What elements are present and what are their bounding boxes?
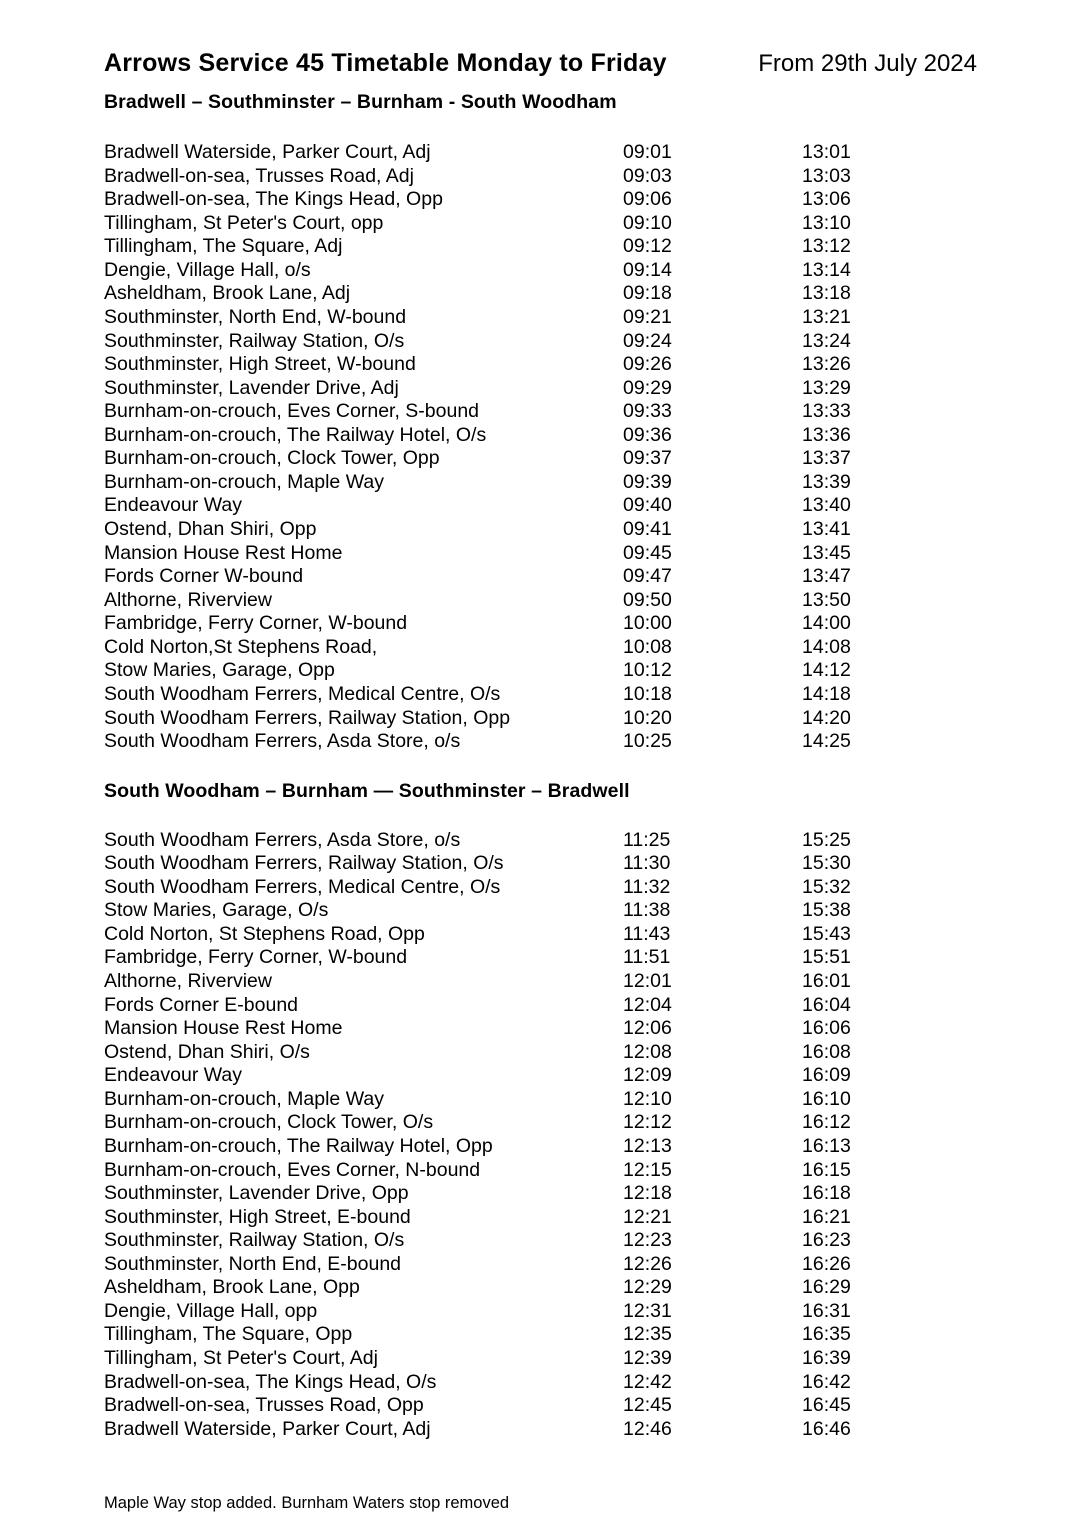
stop-name: Burnham-on-crouch, The Railway Hotel, Opp [104, 1134, 493, 1157]
departure-time-1: 12:08 [623, 1040, 672, 1063]
timetable-row [104, 1347, 977, 1371]
stop-name: South Woodham Ferrers, Railway Station, Opp [104, 706, 511, 729]
departure-time-2: 16:42 [802, 1370, 851, 1393]
departure-time-1: 09:24 [623, 329, 672, 352]
departure-time-1: 12:29 [623, 1276, 672, 1299]
departure-time-2: 13:03 [802, 164, 851, 187]
stop-name: Ostend, Dhan Shiri, O/s [104, 1040, 310, 1063]
departure-time-1: 09:14 [623, 258, 672, 281]
timetable-row [104, 994, 977, 1018]
departure-time-1: 12:10 [623, 1087, 672, 1110]
departure-time-1: 11:30 [623, 852, 671, 875]
timetable-row [104, 447, 977, 471]
departure-time-1: 12:15 [623, 1158, 672, 1181]
timetable-row [104, 636, 977, 660]
stop-name: Asheldham, Brook Lane, Opp [104, 1276, 360, 1299]
departure-time-2: 15:30 [802, 852, 851, 875]
timetable-row [104, 1418, 977, 1442]
stop-name: Bradwell-on-sea, The Kings Head, Opp [104, 188, 443, 211]
departure-time-2: 13:50 [802, 588, 851, 611]
timetable-row [104, 330, 977, 354]
departure-time-1: 10:20 [623, 706, 672, 729]
departure-time-2: 14:00 [802, 612, 851, 635]
timetable-row [104, 165, 977, 189]
departure-time-2: 16:10 [802, 1087, 851, 1110]
departure-time-2: 16:01 [802, 970, 851, 992]
timetable-row [104, 876, 977, 900]
departure-time-2: 13:47 [802, 565, 851, 588]
timetable-row [104, 1323, 977, 1347]
departure-time-1: 12:39 [623, 1347, 672, 1369]
timetable-row [104, 1135, 977, 1159]
departure-time-2: 16:35 [802, 1323, 851, 1346]
departure-time-1: 12:45 [623, 1394, 672, 1417]
stop-name: South Woodham Ferrers, Railway Station, O/s [104, 852, 504, 875]
departure-time-2: 13:18 [802, 282, 851, 305]
stop-name: Burnham-on-crouch, The Railway Hotel, O/s [104, 423, 487, 446]
departure-time-2: 13:33 [802, 400, 851, 423]
timetable-row [104, 471, 977, 495]
departure-time-1: 10:00 [623, 612, 672, 635]
stop-name: Ostend, Dhan Shiri, Opp [104, 518, 317, 540]
stop-name: Bradwell-on-sea, The Kings Head, O/s [104, 1370, 437, 1393]
stop-name: Southminster, Lavender Drive, Opp [104, 1182, 409, 1205]
stop-name: Fords Corner E-bound [104, 993, 299, 1016]
departure-time-1: 10:18 [623, 682, 672, 705]
departure-time-2: 16:46 [802, 1417, 851, 1440]
departure-time-1: 12:23 [623, 1229, 672, 1252]
stop-name: Tillingham, The Square, Opp [104, 1323, 353, 1346]
departure-time-2: 16:31 [802, 1299, 851, 1322]
stop-name: Fords Corner W-bound [104, 565, 304, 588]
departure-time-2: 15:25 [802, 828, 851, 851]
departure-time-2: 15:43 [802, 922, 851, 945]
stop-name: Tillingham, St Peter's Court, opp [104, 211, 384, 234]
departure-time-2: 13:01 [802, 141, 851, 163]
departure-time-2: 13:40 [802, 494, 851, 517]
stop-name: Cold Norton,St Stephens Road, [104, 635, 378, 658]
departure-time-2: 16:45 [802, 1394, 851, 1417]
stop-name: Fambridge, Ferry Corner, W-bound [104, 946, 408, 969]
departure-time-2: 16:18 [802, 1182, 851, 1205]
timetable-row [104, 1300, 977, 1324]
departure-time-2: 13:10 [802, 211, 851, 234]
departure-time-2: 14:08 [802, 635, 851, 658]
departure-time-1: 09:39 [623, 470, 672, 493]
departure-time-2: 15:51 [802, 946, 851, 969]
departure-time-2: 14:20 [802, 706, 851, 729]
timetable-row [104, 1088, 977, 1112]
timetable-row [104, 923, 977, 947]
departure-time-1: 11:38 [623, 899, 671, 922]
timetable-row [104, 659, 977, 683]
departure-time-1: 12:46 [623, 1417, 672, 1440]
departure-time-2: 13:12 [802, 235, 851, 258]
departure-time-1: 09:12 [623, 235, 672, 258]
timetable-row [104, 1253, 977, 1277]
departure-time-1: 09:40 [623, 494, 672, 517]
departure-time-1: 10:25 [623, 730, 672, 753]
timetable-section-return [104, 829, 977, 1442]
departure-time-1: 12:04 [623, 993, 672, 1016]
stop-name: Stow Maries, Garage, O/s [104, 899, 329, 922]
departure-time-2: 16:13 [802, 1134, 851, 1157]
departure-time-1: 09:41 [623, 518, 672, 540]
departure-time-2: 16:06 [802, 1017, 851, 1040]
stop-name: Bradwell-on-sea, Trusses Road, Adj [104, 164, 414, 187]
timetable-row [104, 212, 977, 236]
timetable-row [104, 1041, 977, 1065]
timetable-row [104, 377, 977, 401]
stop-name: Southminster, Railway Station, O/s [104, 329, 405, 352]
departure-time-1: 09:21 [623, 305, 672, 328]
stop-name: Cold Norton, St Stephens Road, Opp [104, 922, 425, 945]
departure-time-1: 09:47 [623, 565, 672, 588]
timetable-row [104, 612, 977, 636]
timetable-row [104, 259, 977, 283]
section-heading-return: South Woodham – Burnham — Southminster – Bradwell [104, 779, 630, 802]
timetable-row [104, 1017, 977, 1041]
stop-name: Burnham-on-crouch, Clock Tower, O/s [104, 1111, 434, 1134]
stop-name: Bradwell Waterside, Parker Court, Adj [104, 1417, 431, 1440]
timetable-row [104, 306, 977, 330]
timetable-row [104, 899, 977, 923]
stop-name: Althorne, Riverview [104, 588, 272, 611]
timetable-row [104, 494, 977, 518]
stop-name: Burnham-on-crouch, Eves Corner, N-bound [104, 1158, 481, 1181]
stop-name: South Woodham Ferrers, Asda Store, o/s [104, 730, 461, 753]
timetable-row [104, 1276, 977, 1300]
timetable-row [104, 970, 977, 994]
timetable-row [104, 282, 977, 306]
departure-time-2: 14:18 [802, 682, 851, 705]
stop-name: Asheldham, Brook Lane, Adj [104, 282, 351, 305]
timetable-row [104, 1064, 977, 1088]
timetable-row [104, 1371, 977, 1395]
departure-time-1: 11:51 [623, 946, 671, 969]
stop-name: Southminster, North End, W-bound [104, 305, 407, 328]
timetable-row [104, 235, 977, 259]
departure-time-1: 12:21 [623, 1205, 672, 1228]
footer-note: Maple Way stop added. Burnham Waters stop removed [104, 1494, 510, 1512]
stop-name: South Woodham Ferrers, Medical Centre, O/s [104, 875, 501, 898]
stop-name: South Woodham Ferrers, Medical Centre, O/s [104, 682, 501, 705]
departure-time-2: 16:21 [802, 1205, 851, 1228]
departure-time-1: 10:12 [623, 659, 672, 682]
departure-time-2: 13:29 [802, 376, 851, 399]
timetable-row [104, 946, 977, 970]
timetable-row [104, 707, 977, 731]
departure-time-1: 12:01 [623, 970, 672, 992]
timetable-row [104, 1394, 977, 1418]
stop-name: Endeavour Way [104, 1064, 243, 1087]
departure-time-2: 16:26 [802, 1252, 851, 1275]
stop-name: Burnham-on-crouch, Eves Corner, S-bound [104, 400, 480, 423]
timetable-row [104, 589, 977, 613]
departure-time-1: 09:03 [623, 164, 672, 187]
timetable-row [104, 1206, 977, 1230]
timetable-row [104, 542, 977, 566]
departure-time-1: 11:25 [623, 828, 671, 851]
departure-time-1: 09:37 [623, 447, 672, 470]
timetable-row [104, 1182, 977, 1206]
stop-name: Southminster, North End, E-bound [104, 1252, 402, 1275]
stop-name: Burnham-on-crouch, Maple Way [104, 470, 384, 493]
timetable-row [104, 683, 977, 707]
timetable-row [104, 141, 977, 165]
page-header [104, 49, 977, 78]
departure-time-1: 12:35 [623, 1323, 672, 1346]
departure-time-1: 09:33 [623, 400, 672, 423]
departure-time-1: 12:31 [623, 1299, 672, 1322]
departure-time-1: 09:26 [623, 353, 672, 376]
departure-time-2: 13:41 [802, 518, 851, 540]
stop-name: Bradwell Waterside, Parker Court, Adj [104, 141, 431, 163]
stop-name: Southminster, High Street, E-bound [104, 1205, 411, 1228]
stop-name: Burnham-on-crouch, Clock Tower, Opp [104, 447, 440, 470]
departure-time-1: 12:18 [623, 1182, 672, 1205]
departure-time-2: 13:06 [802, 188, 851, 211]
departure-time-2: 16:15 [802, 1158, 851, 1181]
departure-time-1: 09:06 [623, 188, 672, 211]
departure-time-1: 12:06 [623, 1017, 672, 1040]
page-title: Arrows Service 45 Timetable Monday to Friday [104, 49, 667, 77]
departure-time-1: 10:08 [623, 635, 672, 658]
departure-time-2: 13:36 [802, 423, 851, 446]
departure-time-2: 13:14 [802, 258, 851, 281]
departure-time-2: 15:32 [802, 875, 851, 898]
timetable-row [104, 400, 977, 424]
timetable-row [104, 565, 977, 589]
departure-time-1: 12:13 [623, 1134, 672, 1157]
stop-name: Tillingham, The Square, Adj [104, 235, 343, 258]
departure-time-2: 16:29 [802, 1276, 851, 1299]
departure-time-1: 09:18 [623, 282, 672, 305]
departure-time-2: 16:04 [802, 993, 851, 1016]
departure-time-2: 15:38 [802, 899, 851, 922]
departure-time-2: 16:23 [802, 1229, 851, 1252]
stop-name: Fambridge, Ferry Corner, W-bound [104, 612, 408, 635]
stop-name: Southminster, High Street, W-bound [104, 353, 416, 376]
stop-name: Dengie, Village Hall, o/s [104, 258, 311, 281]
stop-name: Southminster, Railway Station, O/s [104, 1229, 405, 1252]
timetable-row [104, 730, 977, 754]
stop-name: Burnham-on-crouch, Maple Way [104, 1087, 384, 1110]
effective-date: From 29th July 2024 [758, 50, 977, 77]
stop-name: Mansion House Rest Home [104, 541, 343, 564]
stop-name: Stow Maries, Garage, Opp [104, 659, 335, 682]
stop-name: Tillingham, St Peter's Court, Adj [104, 1347, 378, 1369]
timetable-row [104, 829, 977, 853]
departure-time-2: 13:21 [802, 305, 851, 328]
stop-name: Southminster, Lavender Drive, Adj [104, 376, 399, 399]
departure-time-2: 16:12 [802, 1111, 851, 1134]
stop-name: Mansion House Rest Home [104, 1017, 343, 1040]
departure-time-1: 09:45 [623, 541, 672, 564]
departure-time-2: 16:08 [802, 1040, 851, 1063]
timetable-row [104, 518, 977, 542]
stop-name: Endeavour Way [104, 494, 243, 517]
departure-time-2: 13:26 [802, 353, 851, 376]
timetable-row [104, 1229, 977, 1253]
departure-time-1: 09:10 [623, 211, 672, 234]
departure-time-2: 13:37 [802, 447, 851, 470]
timetable-section-outbound [104, 141, 977, 754]
stop-name: Dengie, Village Hall, opp [104, 1299, 318, 1322]
departure-time-1: 11:43 [623, 922, 671, 945]
departure-time-1: 12:12 [623, 1111, 672, 1134]
departure-time-2: 16:39 [802, 1347, 851, 1369]
timetable-row [104, 188, 977, 212]
timetable-row [104, 424, 977, 448]
departure-time-1: 09:01 [623, 141, 672, 163]
departure-time-1: 11:32 [623, 875, 671, 898]
timetable-row [104, 852, 977, 876]
timetable-row [104, 1159, 977, 1183]
departure-time-2: 13:24 [802, 329, 851, 352]
departure-time-1: 12:26 [623, 1252, 672, 1275]
departure-time-1: 09:50 [623, 588, 672, 611]
departure-time-2: 16:09 [802, 1064, 851, 1087]
stop-name: South Woodham Ferrers, Asda Store, o/s [104, 828, 461, 851]
stop-name: Althorne, Riverview [104, 970, 272, 992]
section-heading-outbound: Bradwell – Southminster – Burnham - South Woodham [104, 91, 617, 113]
departure-time-1: 09:36 [623, 423, 672, 446]
departure-time-1: 12:42 [623, 1370, 672, 1393]
departure-time-1: 12:09 [623, 1064, 672, 1087]
departure-time-2: 14:12 [802, 659, 851, 682]
departure-time-1: 09:29 [623, 376, 672, 399]
departure-time-2: 13:45 [802, 541, 851, 564]
timetable-row [104, 1111, 977, 1135]
timetable-row [104, 353, 977, 377]
departure-time-2: 14:25 [802, 730, 851, 753]
stop-name: Bradwell-on-sea, Trusses Road, Opp [104, 1394, 424, 1417]
departure-time-2: 13:39 [802, 470, 851, 493]
